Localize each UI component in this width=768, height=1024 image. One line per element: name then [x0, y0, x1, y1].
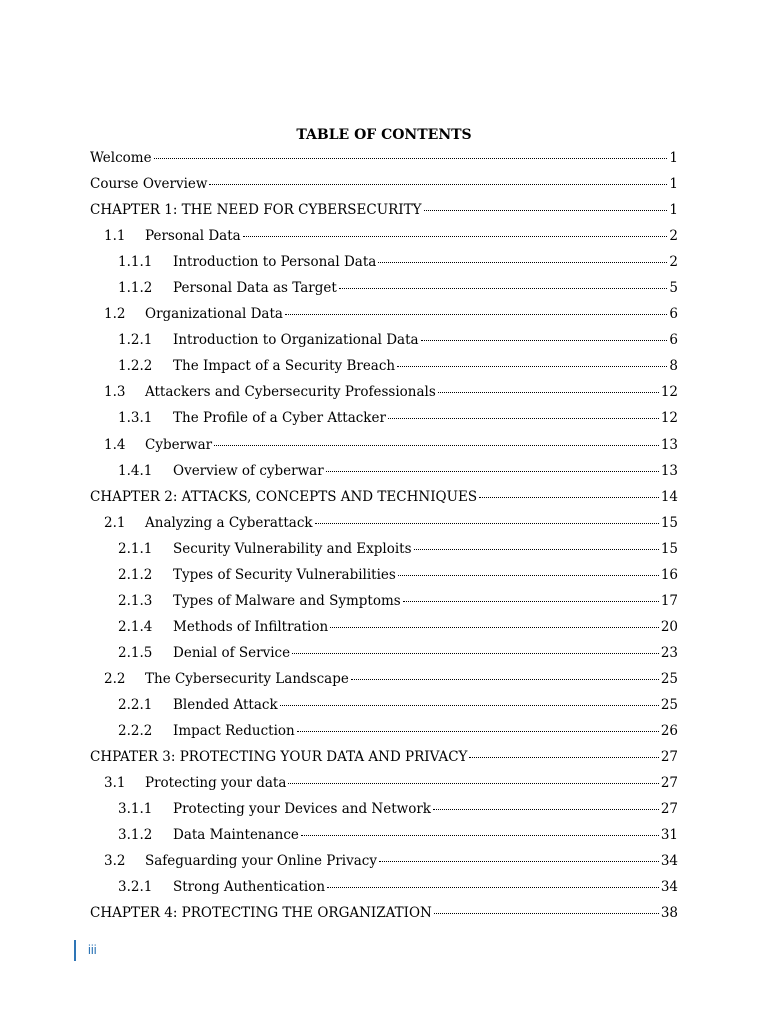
toc-entry-page: 23 [660, 644, 678, 661]
toc-entry-number: 1.2.2 [118, 358, 153, 375]
toc-entry-label: Organizational Data [145, 306, 283, 323]
toc-entry[interactable] [90, 848, 678, 874]
toc-entry-number: 1.2.1 [118, 332, 153, 349]
toc-entry-label: Attackers and Cybersecurity Professionals [145, 384, 436, 401]
toc-entry-page: 34 [660, 853, 678, 870]
toc-entry[interactable] [90, 536, 678, 562]
toc-entry-label: CHPATER 3: PROTECTING YOUR DATA AND PRIVACY [90, 749, 468, 766]
toc-entry[interactable] [90, 562, 678, 588]
toc-dot-leader [398, 575, 659, 576]
toc-dot-leader [433, 809, 659, 810]
toc-entry[interactable] [90, 822, 678, 848]
toc-entry-number: 3.1.2 [118, 827, 153, 844]
toc-entry[interactable] [90, 874, 678, 900]
toc-dot-leader [434, 913, 659, 914]
toc-dot-leader [243, 236, 668, 237]
toc-entry-number: 2.1.1 [118, 540, 153, 557]
toc-entry-number: 2.2 [104, 670, 126, 687]
toc-entry-label: Cyberwar [145, 436, 213, 453]
toc-dot-leader [388, 418, 659, 419]
toc-dot-leader [403, 601, 659, 602]
toc-entry[interactable] [90, 353, 678, 379]
toc-entry[interactable] [90, 484, 678, 510]
toc-entry-page: 15 [660, 540, 678, 557]
toc-entry-number: 1.4.1 [118, 462, 153, 479]
toc-entry-label: Welcome [90, 150, 152, 166]
toc-entry[interactable] [90, 145, 678, 171]
toc-entry-label: Blended Attack [173, 696, 278, 713]
toc-entry-number: 2.1.2 [118, 566, 153, 583]
toc-entry-page: 27 [660, 775, 678, 792]
toc-entry-page: 13 [660, 462, 678, 479]
toc-entry[interactable] [90, 588, 678, 614]
toc-entry-label: Types of Security Vulnerabilities [173, 566, 396, 583]
toc-entry-page: 15 [660, 514, 678, 531]
toc-entry-label: CHAPTER 2: ATTACKS, CONCEPTS AND TECHNIQUES [90, 488, 478, 505]
toc-entry-page: 6 [669, 306, 678, 323]
toc-entry-page: 1 [669, 150, 678, 166]
toc-entry-number: 2.2.2 [118, 723, 153, 740]
toc-entry-label: Security Vulnerability and Exploits [173, 540, 412, 557]
toc-entry[interactable] [90, 900, 678, 926]
toc-entry[interactable] [90, 301, 678, 327]
toc-entry-number: 2.2.1 [118, 696, 153, 713]
toc-dot-leader [326, 471, 659, 472]
toc-entry-label: Data Maintenance [173, 827, 299, 844]
toc-entry[interactable] [90, 327, 678, 353]
toc-entry-number: 3.1 [104, 775, 126, 792]
toc-dot-leader [351, 679, 659, 680]
toc-entry-number: 1.1.2 [118, 280, 153, 297]
toc-entry-page: 1 [669, 176, 678, 193]
toc-entry-label: Methods of Infiltration [173, 618, 329, 635]
toc-entry-label: Analyzing a Cyberattack [145, 514, 313, 531]
toc-entry-label: Introduction to Personal Data [173, 254, 377, 271]
toc-entry-number: 1.1.1 [118, 254, 153, 271]
toc-entry-page: 12 [660, 384, 678, 401]
toc-dot-leader [438, 392, 659, 393]
toc-entry-number: 2.1.4 [118, 618, 153, 635]
toc-dot-leader [330, 627, 659, 628]
toc-dot-leader [297, 731, 659, 732]
toc-entry[interactable] [90, 796, 678, 822]
toc-dot-leader [288, 783, 658, 784]
toc-entry-number: 3.1.1 [118, 801, 153, 818]
toc-entry[interactable] [90, 458, 678, 484]
toc-entry-label: Strong Authentication [173, 879, 326, 896]
toc-entry[interactable] [90, 379, 678, 405]
toc-entry[interactable] [90, 405, 678, 431]
toc-entry[interactable] [90, 666, 678, 692]
toc-entry-label: Course Overview [90, 176, 208, 193]
toc-entry-page: 38 [660, 905, 678, 922]
toc-entry-label: Denial of Service [173, 644, 291, 661]
toc-entry-label: Overview of cyberwar [173, 462, 324, 479]
toc-dot-leader [292, 653, 659, 654]
toc-entry-number: 1.3 [104, 384, 126, 401]
toc-entry-page: 26 [660, 723, 678, 740]
toc-entry-number: 1.2 [104, 306, 126, 323]
toc-entry[interactable] [90, 640, 678, 666]
toc-dot-leader [379, 861, 659, 862]
toc-entry-page: 2 [669, 228, 678, 245]
toc-entry[interactable] [90, 744, 678, 770]
toc-entry-number: 2.1 [104, 514, 126, 531]
toc-entry-page: 6 [669, 332, 678, 349]
toc-entry[interactable] [90, 197, 678, 223]
toc-dot-leader [378, 262, 667, 263]
toc-entry-number: 2.1.3 [118, 592, 153, 609]
toc-entry-number: 3.2.1 [118, 879, 153, 896]
toc-entry-label: Safeguarding your Online Privacy [145, 853, 377, 870]
toc-entry-page: 17 [660, 592, 678, 609]
toc-entry-label: Protecting your data [145, 775, 287, 792]
toc-entry-label: CHAPTER 1: THE NEED FOR CYBERSECURITY [90, 202, 422, 219]
toc-entry-number: 1.3.1 [118, 410, 153, 427]
toc-entry-page: 27 [660, 749, 678, 766]
toc-entry-page: 25 [660, 696, 678, 713]
footer-accent-bar [74, 940, 76, 961]
toc-entry-number: 1.1 [104, 228, 126, 245]
toc-entry-page: 34 [660, 879, 678, 896]
toc-entry-label: The Impact of a Security Breach [173, 358, 396, 375]
toc-dot-leader [424, 210, 668, 211]
toc-dot-leader [327, 887, 659, 888]
toc-dot-leader [301, 835, 659, 836]
toc-entry[interactable] [90, 718, 678, 744]
toc-dot-leader [479, 497, 659, 498]
toc-dot-leader [285, 314, 667, 315]
toc-entry-number: 1.4 [104, 436, 126, 453]
toc-entry-label: Impact Reduction [173, 723, 295, 740]
toc-title: TABLE OF CONTENTS [296, 127, 472, 143]
toc-entry-label: Types of Malware and Symptoms [173, 592, 401, 609]
toc-entry-page: 8 [669, 358, 678, 375]
toc-dot-leader [397, 366, 667, 367]
toc-entry[interactable] [90, 275, 678, 301]
toc-entry-page: 2 [669, 254, 678, 271]
toc-entry-label: Introduction to Organizational Data [173, 332, 419, 349]
toc-entry-label: Personal Data as Target [173, 280, 337, 297]
toc-dot-leader [421, 340, 668, 341]
toc-entry-page: 20 [660, 618, 678, 635]
toc-dot-leader [414, 549, 659, 550]
toc-dot-leader [339, 288, 668, 289]
toc-entry-page: 27 [660, 801, 678, 818]
toc-entry-label: The Cybersecurity Landscape [145, 670, 349, 687]
toc-entry[interactable] [90, 770, 678, 796]
toc-entry-number: 3.2 [104, 853, 126, 870]
toc-entry-page: 31 [660, 827, 678, 844]
toc-entry-page: 13 [660, 436, 678, 453]
toc-entry-label: CHAPTER 4: PROTECTING THE ORGANIZATION [90, 905, 432, 922]
toc-entry-page: 12 [660, 410, 678, 427]
toc-entry-page: 14 [660, 488, 678, 505]
toc-entry-page: 1 [669, 202, 678, 219]
toc-entry[interactable] [90, 432, 678, 458]
toc-entry-page: 5 [669, 280, 678, 297]
toc-entry[interactable] [90, 510, 678, 536]
footer-page-number: iii [88, 942, 97, 957]
toc-dot-leader [214, 445, 659, 446]
toc-entry-page: 25 [660, 670, 678, 687]
toc-entry[interactable] [90, 614, 678, 640]
toc-entry-number: 2.1.5 [118, 644, 153, 661]
toc-dot-leader [469, 757, 658, 758]
toc-dot-leader [154, 158, 668, 159]
toc-dot-leader [280, 705, 659, 706]
toc-entry-label: The Profile of a Cyber Attacker [173, 410, 386, 427]
toc-entry[interactable] [90, 171, 678, 197]
toc-entry[interactable] [90, 692, 678, 718]
toc-entry-label: Personal Data [145, 228, 241, 245]
toc-entry-label: Protecting your Devices and Network [173, 801, 431, 818]
toc-entry[interactable] [90, 249, 678, 275]
toc-entry-page: 16 [660, 566, 678, 583]
toc-dot-leader [315, 523, 659, 524]
toc-entry[interactable] [90, 223, 678, 249]
toc-dot-leader [209, 184, 667, 185]
toc-list [90, 145, 678, 926]
